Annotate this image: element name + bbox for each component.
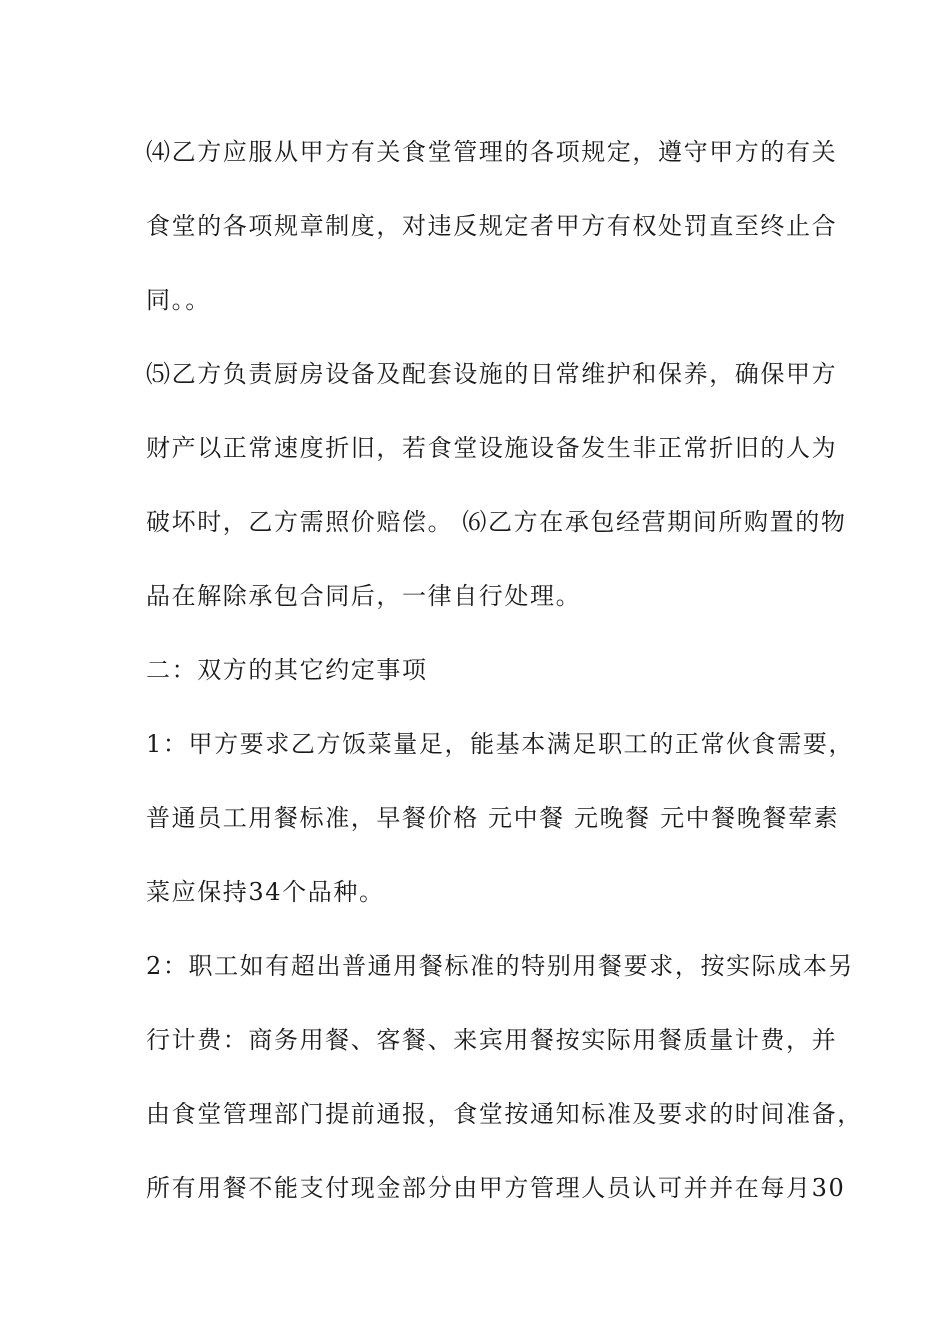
text-line: 破坏时，乙方需照价赔偿。 ⑹乙方在承包经营期间所购置的物 (146, 508, 847, 536)
section-heading: 二：双方的其它约定事项 (146, 656, 428, 684)
text-line: 食堂的各项规章制度，对违反规定者甲方有权处罚直至终止合 (146, 212, 838, 240)
text-line: 同。。 (146, 286, 211, 314)
text-line: 由食堂管理部门提前通报，食堂按通知标准及要求的时间准备， (146, 1100, 863, 1128)
text-line: 财产以正常速度折旧，若食堂设施设备发生非正常折旧的人为 (146, 434, 838, 462)
text-line: 行计费：商务用餐、客餐、来宾用餐按实际用餐质量计费，并 (146, 1026, 838, 1054)
text-line: 菜应保持34个品种。 (146, 878, 385, 906)
text-line: 2：职工如有超出普通用餐标准的特别用餐要求，按实际成本另 (146, 952, 855, 980)
text-line: 所有用餐不能支付现金部分由甲方管理人员认可并并在每月30 (146, 1174, 846, 1202)
text-line: 品在解除承包合同后，一律自行处理。 (146, 582, 582, 610)
text-line: 普通员工用餐标准，早餐价格 元中餐 元晚餐 元中餐晚餐荤素 (146, 804, 840, 832)
text-line: 1：甲方要求乙方饭菜量足，能基本满足职工的正常伙食需要， (146, 730, 855, 758)
text-line: ⑷乙方应服从甲方有关食堂管理的各项规定，遵守甲方的有关 (146, 138, 838, 166)
text-line: ⑸乙方负责厨房设备及配套设施的日常维护和保养，确保甲方 (146, 360, 838, 388)
